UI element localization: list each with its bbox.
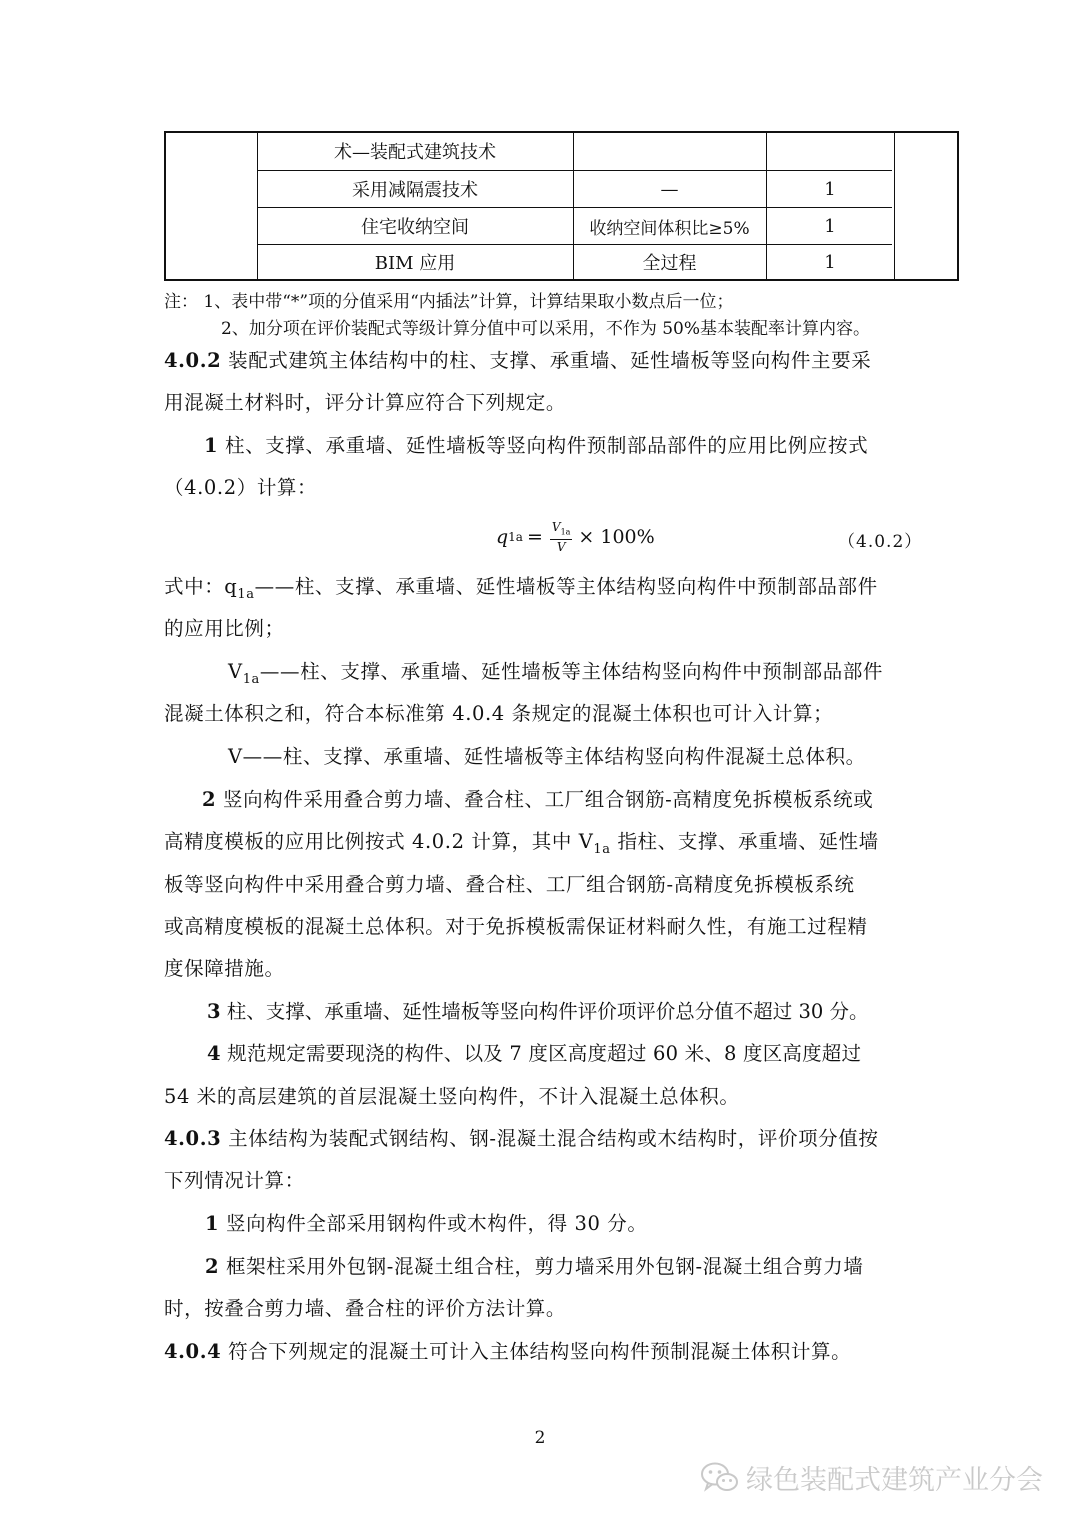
item-3-line <box>207 991 869 1033</box>
table-cell-item: 住宅收纳空间 <box>361 217 469 238</box>
table-cell-item: BIM 应用 <box>374 253 456 274</box>
formula-fraction <box>550 520 573 554</box>
wechat-icon <box>700 1461 740 1495</box>
item-4-line <box>207 1033 861 1075</box>
item-2-line: 或高精度模板的混凝土总体积。对于免拆模板需保证材料耐久性，有施工过程精 <box>164 915 868 938</box>
item-number: 2 <box>202 788 217 811</box>
formula-lhs-sub: 1a <box>508 530 523 545</box>
clause-4-0-3-line: 下列情况计算： <box>164 1169 305 1192</box>
clause-4-0-4-line <box>164 1331 851 1373</box>
item-number: 4 <box>207 1042 221 1065</box>
item-text: 框架柱采用外包钢-混凝土组合柱，剪力墙采用外包钢-混凝土组合剪力墙 <box>219 1255 864 1278</box>
formula-rest: × 100% <box>578 526 655 549</box>
table-cell-score: 1 <box>824 215 836 237</box>
table-cell-item: 术—装配式建筑技术 <box>334 142 496 163</box>
item-number: 1 <box>204 434 219 457</box>
clause-4-0-2-line: 用混凝土材料时，评分计算应符合下列规定。 <box>164 391 567 414</box>
formula-lhs: q <box>496 526 509 549</box>
item-2-line: 度保障措施。 <box>164 957 285 980</box>
watermark-text: 绿色装配式建筑产业分会 <box>746 1465 1043 1496</box>
numerator-symbol: V <box>551 520 561 534</box>
def-symbol: V <box>228 660 243 683</box>
definition-v: V——柱、支撑、承重墙、延性墙板等主体结构竖向构件混凝土总体积。 <box>228 745 866 768</box>
item-text: 柱、支撑、承重墙、延性墙板等竖向构件预制部品部件的应用比例应按式 <box>218 434 869 457</box>
item-text: 指柱、支撑、承重墙、延性墙 <box>610 830 879 853</box>
item-text-sub: 1a <box>593 841 611 857</box>
clause-4-0-2-line <box>164 340 871 382</box>
equation-number: （4.0.2） <box>838 532 923 552</box>
table-cell-score: 1 <box>824 251 836 273</box>
table-divider <box>894 133 895 279</box>
item-text: 规范规定需要现浇的构件、以及 7 度区高度超过 60 米、8 度区高度超过 <box>220 1042 862 1065</box>
item-number: 3 <box>207 1000 221 1023</box>
clause-4-0-3-item-2-line2: 时，按叠合剪力墙、叠合柱的评价方法计算。 <box>164 1297 567 1320</box>
table-cell-requirement <box>574 133 765 169</box>
table-cell-score: 1 <box>824 178 836 200</box>
definition-v1a-line2: 混凝土体积之和，符合本标准第 4.0.4 条规定的混凝土体积也可计入计算； <box>164 702 834 725</box>
clause-text: 符合下列规定的混凝土可计入主体结构竖向构件预制混凝土体积计算。 <box>221 1340 852 1363</box>
clause-number: 4.0.4 <box>164 1340 222 1363</box>
item-text: 高精度模板的应用比例按式 4.0.2 计算，其中 V <box>164 830 594 853</box>
clause-4-0-3-item-1 <box>205 1203 647 1245</box>
formula-4-0-2 <box>496 520 655 554</box>
item-2-line: 板等竖向构件中采用叠合剪力墙、叠合柱、工厂组合钢筋-高精度免拆模板系统 <box>164 873 855 896</box>
item-number: 2 <box>205 1255 220 1278</box>
watermark <box>700 1458 1043 1497</box>
table-note-2: 2、加分项在评价装配式等级计算分值中可以采用，不作为 50%基本装配率计算内容。 <box>221 319 871 339</box>
item-4-line: 54 米的高层建筑的首层混凝土竖向构件，不计入混凝土总体积。 <box>164 1085 740 1108</box>
score-table <box>164 131 959 281</box>
clause-4-0-3-item-2 <box>205 1246 863 1288</box>
def-text: ——柱、支撑、承重墙、延性墙板等主体结构竖向构件中预制部品部件 <box>254 575 878 598</box>
item-number: 1 <box>205 1212 220 1235</box>
clause-4-0-3-line <box>164 1118 878 1160</box>
table-cell-score <box>767 133 893 169</box>
clause-number: 4.0.3 <box>164 1127 222 1150</box>
clause-text: 装配式建筑主体结构中的柱、支撑、承重墙、延性墙板等竖向构件主要采 <box>221 349 872 372</box>
item-text: 竖向构件采用叠合剪力墙、叠合柱、工厂组合钢筋-高精度免拆模板系统或 <box>216 788 874 811</box>
item-text: 竖向构件全部采用钢构件或木构件，得 30 分。 <box>219 1212 648 1235</box>
def-symbol-sub: 1a <box>242 671 260 687</box>
page-number: 2 <box>534 1428 546 1448</box>
formula-denominator: V <box>556 540 566 555</box>
table-cell-requirement: 全过程 <box>642 253 697 274</box>
item-1-line <box>204 425 868 467</box>
clause-number: 4.0.2 <box>164 349 222 372</box>
table-cell-item: 采用减隔震技术 <box>352 180 478 201</box>
table-note-1: 注： 1、表中带“*”项的分值采用“内插法”计算，计算结果取小数点后一位； <box>164 292 734 312</box>
clause-text: 主体结构为装配式钢结构、钢-混凝土混合结构或木结构时，评价项分值按 <box>221 1127 879 1150</box>
formula-equals: = <box>526 526 543 549</box>
def-symbol-sub: 1a <box>237 586 255 602</box>
def-symbol: 式中：q <box>164 575 238 598</box>
item-text: 柱、支撑、承重墙、延性墙板等竖向构件评价项评价总分值不超过 30 分。 <box>220 1000 869 1023</box>
def-text: ——柱、支撑、承重墙、延性墙板等主体结构竖向构件中预制部品部件 <box>259 660 884 683</box>
table-cell-requirement: — <box>660 178 679 200</box>
definition-q1a-line2: 的应用比例； <box>164 617 285 640</box>
item-1-line: （4.0.2）计算： <box>164 476 318 499</box>
numerator-sub: 1a <box>560 527 571 537</box>
table-cell-requirement: 收纳空间体积比≥5% <box>589 218 750 239</box>
item-2-line <box>202 779 873 821</box>
formula-numerator <box>550 520 573 540</box>
